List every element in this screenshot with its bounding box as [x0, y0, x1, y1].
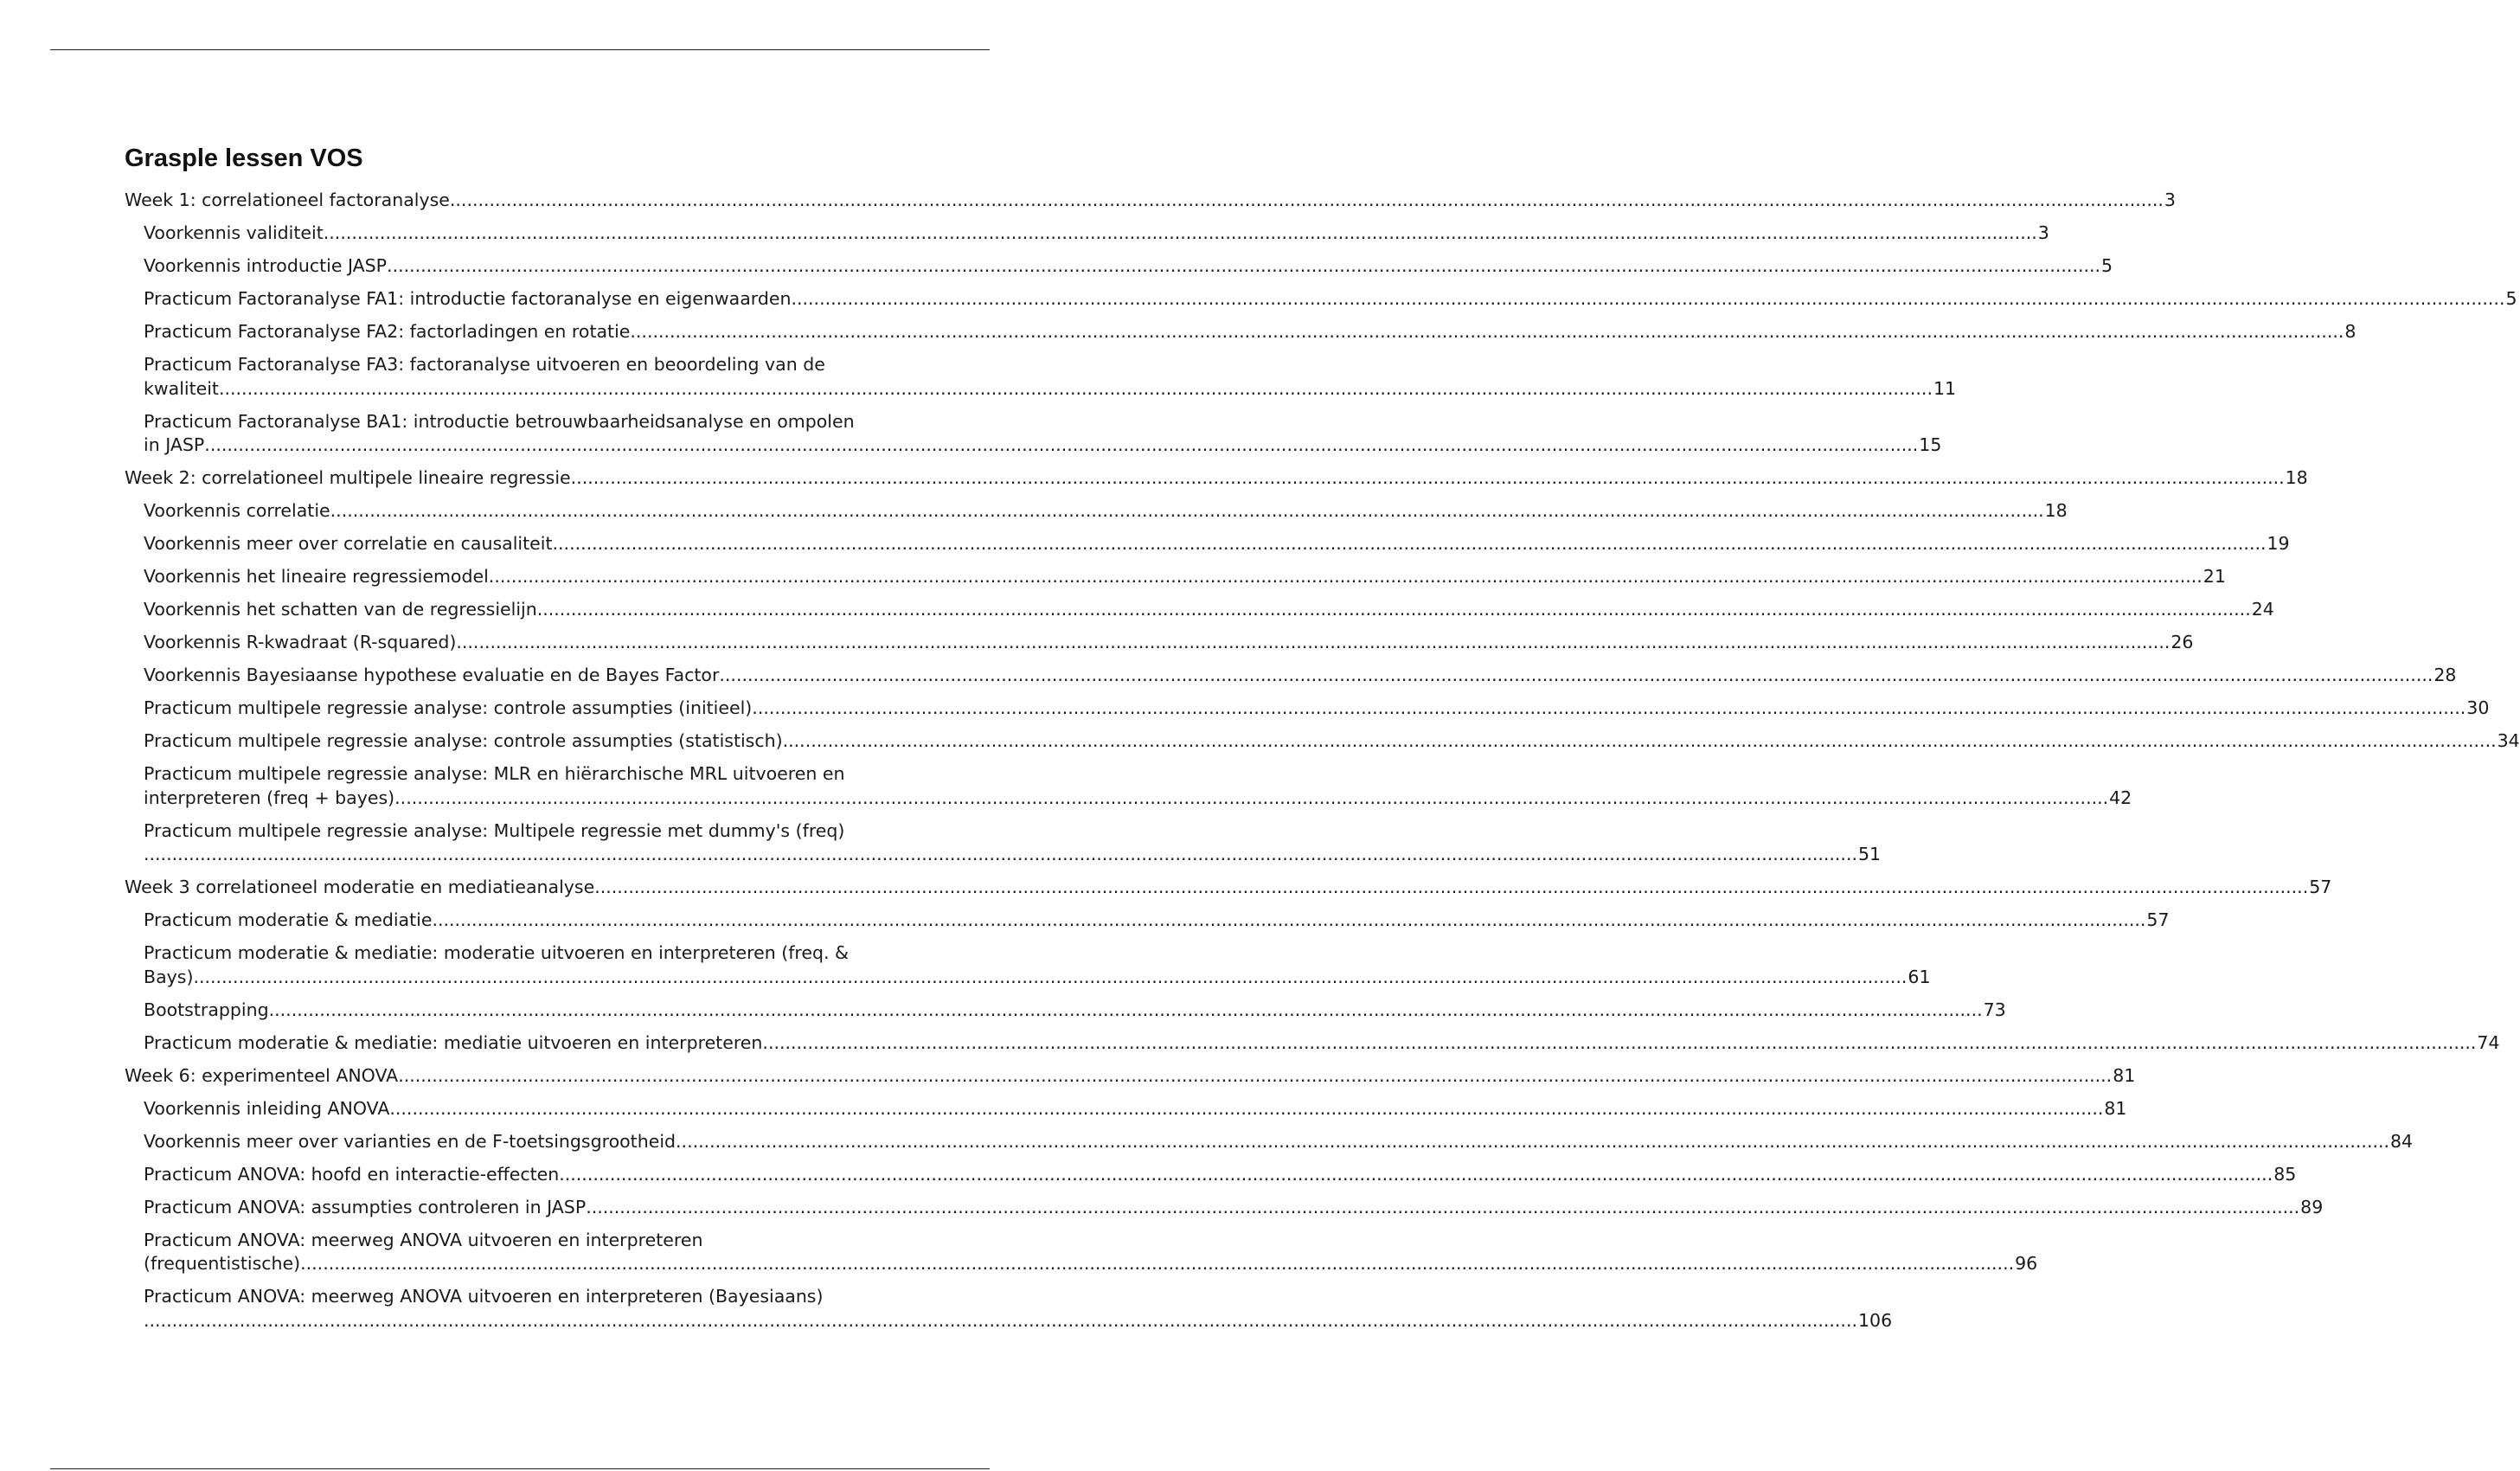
toc-entry-title: Practicum multipele regressie analyse: controle assumpties (initieel) — [144, 697, 753, 718]
toc-entry-title: in JASP — [144, 434, 205, 455]
toc-dot-leader — [586, 1196, 2299, 1220]
toc-page-number: 30 — [2466, 697, 2490, 718]
toc-page-number: 21 — [2203, 566, 2226, 587]
toc-page-number: 85 — [2273, 1163, 2297, 1185]
toc-page-number: 57 — [2309, 877, 2332, 897]
toc-entry-title: Voorkennis meer over varianties en de F-toetsingsgrootheid — [144, 1130, 676, 1152]
toc-section-link[interactable] — [125, 1064, 2136, 1089]
toc-page-number: 73 — [1983, 999, 2006, 1020]
toc-entry-line — [144, 697, 2490, 721]
toc-section-link[interactable] — [125, 466, 2308, 491]
toc-entry-line — [144, 631, 2194, 655]
toc-entry-title: Practicum ANOVA: assumpties controleren in JASP — [144, 1196, 587, 1217]
toc-entry-line — [144, 287, 2517, 312]
toc-section-link[interactable] — [125, 189, 2176, 213]
toc-entry-title-line: Practicum ANOVA: meerweg ANOVA uitvoeren en interpreteren — [144, 1229, 703, 1250]
toc-dot-leader — [432, 909, 2145, 933]
toc-dot-leader — [553, 532, 2267, 556]
toc-subsection-link[interactable] — [125, 254, 2113, 279]
toc-entry-title: Voorkennis Bayesiaanse hypothese evaluatie en de Bayes Factor — [144, 665, 720, 685]
toc-entry-title: Practicum moderatie & mediatie: mediatie uitvoeren en interpreteren — [144, 1031, 763, 1053]
toc-dot-leader — [144, 1309, 1857, 1333]
toc-page-number: 84 — [2390, 1130, 2414, 1152]
toc-page-number: 24 — [2251, 599, 2274, 620]
toc-entry-line — [144, 729, 2520, 754]
toc-subsection-link[interactable] — [125, 664, 2457, 688]
toc-page-number: 96 — [2015, 1253, 2038, 1274]
toc-entry-title: Practicum ANOVA: hoofd en interactie-effecten — [144, 1163, 560, 1185]
toc-subsection-link[interactable] — [125, 697, 2490, 721]
toc-entry-line — [144, 787, 2132, 811]
toc-entry-title-line: Practicum ANOVA: meerweg ANOVA uitvoeren en interpreteren (Bayesiaans) — [144, 1286, 824, 1307]
toc-entry-line — [144, 1097, 2127, 1121]
toc-entry-title: interpreteren (freq + bayes) — [144, 787, 395, 808]
toc-dot-leader — [559, 1163, 2273, 1187]
toc-dot-leader — [489, 565, 2203, 589]
toc-page-number: 26 — [2171, 632, 2194, 652]
toc-entry-line — [144, 1252, 2038, 1276]
toc-dot-leader — [783, 729, 2497, 754]
toc-page-number: 15 — [1919, 434, 1942, 455]
toc-subsection-link[interactable] — [125, 1285, 1893, 1333]
toc-entry-title: Practicum moderatie & mediatie — [144, 909, 433, 930]
toc-entry-line — [144, 254, 2113, 279]
toc-page-number: 51 — [1857, 844, 1882, 864]
toc-dot-leader — [752, 697, 2465, 721]
toc-subsection-link[interactable] — [125, 1229, 2038, 1276]
toc-dot-leader — [330, 499, 2044, 524]
toc-subsection-link[interactable] — [125, 565, 2226, 589]
toc-entry-line — [144, 320, 2356, 344]
toc-page-number: 42 — [2109, 787, 2132, 808]
toc-dot-leader — [719, 664, 2433, 688]
toc-page-number: 74 — [2477, 1031, 2500, 1053]
toc-entry-line — [144, 843, 1882, 867]
toc-dot-leader — [791, 287, 2504, 312]
toc-dot-leader — [571, 466, 2285, 491]
toc-dot-leader — [300, 1252, 2014, 1276]
toc-dot-leader — [387, 254, 2100, 279]
toc-entry-title: Voorkennis validiteit — [144, 222, 324, 243]
toc-entry-title: Voorkennis R-kwadraat (R-squared) — [144, 632, 457, 652]
toc-page-number: 18 — [2285, 467, 2308, 488]
toc-subsection-link[interactable] — [125, 909, 2170, 933]
toc-entry-line — [144, 222, 2049, 246]
toc-subsection-link[interactable] — [125, 1031, 2500, 1056]
toc-dot-leader — [630, 320, 2344, 344]
toc-subsection-link[interactable] — [125, 762, 2132, 810]
toc-subsection-link[interactable] — [125, 410, 1942, 458]
toc-entry-title: Voorkennis inleiding ANOVA — [144, 1097, 390, 1119]
toc-page-number: 19 — [2267, 533, 2290, 554]
toc-subsection-link[interactable] — [125, 1097, 2127, 1121]
toc-dot-leader — [594, 876, 2308, 900]
toc-subsection-link[interactable] — [125, 287, 2517, 312]
toc-entry-line — [144, 1130, 2414, 1154]
toc-entry-title-line: Practicum multipele regressie analyse: Multipele regressie met dummy's (freq) — [144, 819, 845, 841]
toc-page-number: 34 — [2497, 730, 2520, 751]
toc-subsection-link[interactable] — [125, 999, 2006, 1023]
toc-subsection-link[interactable] — [125, 1163, 2297, 1187]
toc-entry-line — [125, 466, 2308, 491]
toc-subsection-link[interactable] — [125, 222, 2049, 246]
toc-dot-leader — [537, 598, 2251, 622]
toc-entry-title: Practicum multipele regressie analyse: controle assumpties (statistisch) — [144, 730, 783, 751]
toc-entry-line — [125, 876, 2332, 900]
toc-page-number: 89 — [2300, 1196, 2324, 1217]
toc-entry-line — [144, 1163, 2297, 1187]
toc-subsection-link[interactable] — [125, 320, 2356, 344]
toc-page-number: 5 — [2505, 288, 2517, 309]
toc-subsection-link[interactable] — [125, 941, 1931, 989]
toc-page-number: 106 — [1857, 1309, 1893, 1331]
document-title: Grasple lessen VOS — [125, 145, 363, 172]
footer-rule — [50, 1468, 990, 1469]
toc-entry-line — [144, 909, 2170, 933]
toc-subsection-link[interactable] — [125, 819, 1882, 867]
toc-page-number: 28 — [2433, 665, 2457, 685]
toc-entry-title-line: Practicum Factoranalyse FA3: factoranalyse uitvoeren en beoordeling van de — [144, 354, 825, 375]
toc-entry-title: Week 2: correlationeel multipele lineaire regressie — [125, 467, 571, 488]
toc-entry-title: kwaliteit — [144, 377, 219, 399]
toc-subsection-link[interactable] — [125, 1130, 2414, 1154]
toc-entry-title: (frequentistische) — [144, 1253, 301, 1274]
toc-entry-line — [144, 499, 2068, 524]
toc-entry-line — [144, 434, 1942, 458]
toc-entry-title: Voorkennis introductie JASP — [144, 255, 388, 276]
toc-dot-leader — [144, 843, 1857, 867]
toc-entry-line — [125, 1064, 2136, 1089]
toc-container — [125, 141, 2520, 1342]
toc-entry-line — [144, 999, 2006, 1023]
toc-dot-leader — [193, 966, 1907, 990]
toc-dot-leader — [676, 1130, 2389, 1154]
toc-dot-leader — [394, 787, 2108, 811]
toc-entry-line — [144, 1196, 2324, 1220]
toc-dot-leader — [762, 1031, 2476, 1056]
toc-entry-title: Practicum Factoranalyse FA2: factorladingen en rotatie — [144, 321, 631, 342]
toc-entry-title: Voorkennis correlatie — [144, 500, 330, 521]
toc-entry-title: Bays) — [144, 966, 194, 987]
toc-dot-leader — [219, 377, 1933, 401]
toc-entry-title: Practicum Factoranalyse FA1: introductie factoranalyse en eigenwaarden — [144, 288, 792, 309]
toc-entry-title: Voorkennis meer over correlatie en causaliteit — [144, 533, 553, 554]
toc-entry-line — [125, 189, 2176, 213]
toc-section-link[interactable] — [125, 876, 2332, 900]
toc-page-number: 18 — [2044, 500, 2068, 521]
toc-entry-line — [144, 565, 2226, 589]
toc-page-number: 8 — [2344, 321, 2356, 342]
toc-entry-line — [144, 966, 1931, 990]
toc-subsection-link[interactable] — [125, 532, 2290, 556]
toc-entry-title: Voorkennis het lineaire regressiemodel — [144, 566, 489, 587]
toc-entry-line — [144, 1031, 2500, 1056]
toc-entry-title-line: Practicum Factoranalyse BA1: introductie betrouwbaarheidsanalyse en ompolen — [144, 410, 855, 432]
toc-subsection-link[interactable] — [125, 499, 2068, 524]
toc-page-number: 11 — [1933, 377, 1957, 399]
toc-subsection-link[interactable] — [125, 729, 2520, 754]
toc-entry-title-line: Practicum moderatie & mediatie: moderatie uitvoeren en interpreteren (freq. & — [144, 942, 850, 963]
toc-page-number: 57 — [2146, 909, 2170, 930]
toc-entry-title: Bootstrapping — [144, 999, 269, 1020]
toc-subsection-link[interactable] — [125, 631, 2194, 655]
toc-page-number: 3 — [2164, 189, 2176, 210]
toc-entry-title: Week 3 correlationeel moderatie en mediatieanalyse — [125, 877, 595, 897]
toc-entry-line — [144, 532, 2290, 556]
toc-dot-leader — [450, 189, 2164, 213]
toc-entry-title: Voorkennis het schatten van de regressielijn — [144, 599, 537, 620]
toc-dot-leader — [389, 1097, 2103, 1121]
toc-entry-line — [144, 377, 1957, 401]
toc-entry-line — [144, 598, 2274, 622]
toc-subsection-link[interactable] — [125, 353, 1957, 401]
toc-page-number: 5 — [2101, 255, 2113, 276]
toc-dot-leader — [324, 222, 2037, 246]
toc-subsection-link[interactable] — [125, 1196, 2324, 1220]
toc-page-number: 81 — [2104, 1097, 2127, 1119]
toc-page-number: 81 — [2113, 1064, 2136, 1086]
toc-entry-title: Week 1: correlationeel factoranalyse — [125, 189, 450, 210]
header-rule — [50, 49, 990, 50]
toc-page-number: 61 — [1908, 966, 1931, 987]
toc-dot-leader — [204, 434, 1918, 458]
toc-subsection-link[interactable] — [125, 598, 2274, 622]
toc-dot-leader — [456, 631, 2170, 655]
table-of-contents — [125, 189, 2520, 1333]
toc-dot-leader — [398, 1064, 2112, 1089]
toc-page-number: 3 — [2037, 222, 2049, 243]
toc-entry-title-line: Practicum multipele regressie analyse: MLR en hiërarchische MRL uitvoeren en — [144, 763, 845, 784]
toc-dot-leader — [269, 999, 1983, 1023]
toc-entry-title: Week 6: experimenteel ANOVA — [125, 1064, 399, 1086]
toc-entry-line — [144, 1309, 1893, 1333]
toc-entry-line — [144, 664, 2457, 688]
